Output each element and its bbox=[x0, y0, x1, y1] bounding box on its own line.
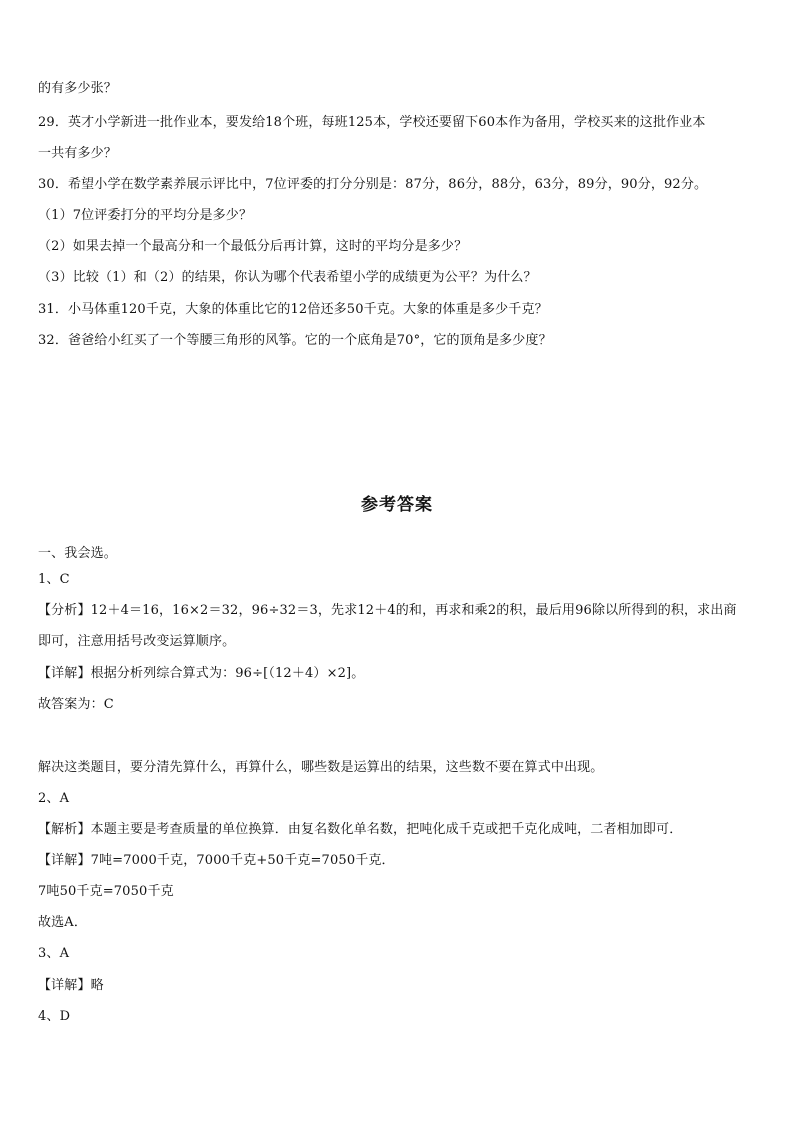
q31-text: 31．小马体重120千克，大象的体重比它的12倍还多50千克。大象的体重是多少千克？ bbox=[38, 302, 548, 317]
q30-sub-3: （3）比较（1）和（2）的结果，你认为哪个代表希望小学的成绩更为公平？为什么？ bbox=[38, 270, 537, 285]
q30-sub-2: （2）如果去掉一个最高分和一个最低分后再计算，这时的平均分是多少？ bbox=[38, 239, 468, 254]
answer-2-conclusion: 故选A． bbox=[38, 915, 87, 930]
answer-3-detail: 【详解】略 bbox=[38, 978, 104, 993]
answer-1-note: 解决这类题目，要分清先算什么，再算什么，哪些数是运算出的结果，这些数不要在算式中出现。 bbox=[38, 760, 604, 775]
q29-line-2: 一共有多少？ bbox=[38, 146, 117, 161]
answer-2-head: 2、A bbox=[38, 791, 70, 806]
q32-text: 32．爸爸给小红买了一个等腰三角形的风筝。它的一个底角是70°，它的顶角是多少度？ bbox=[38, 333, 552, 348]
answer-2-analysis: 【解析】本题主要是考查质量的单位换算．由复名数化单名数，把吨化成千克或把千克化成吨，二者相加即可． bbox=[38, 822, 683, 837]
answer-1-analysis-line-2: 即可，注意用括号改变运算顺序。 bbox=[38, 634, 236, 649]
answers-title: 参考答案 bbox=[361, 495, 433, 515]
q30-sub-1: （1）7位评委打分的平均分是多少？ bbox=[38, 208, 253, 223]
answer-1-detail: 【详解】根据分析列综合算式为：96÷[（12＋4）×2]。 bbox=[38, 666, 365, 681]
section-1-heading: 一、我会选。 bbox=[38, 546, 117, 561]
answer-3-head: 3、A bbox=[38, 946, 70, 961]
answer-4-head: 4、D bbox=[38, 1009, 71, 1024]
answer-2-result: 7吨50千克=7050千克 bbox=[38, 884, 174, 899]
q28-tail-text: 的有多少张？ bbox=[38, 81, 117, 96]
answer-1-conclusion: 故答案为：C bbox=[38, 697, 114, 712]
answer-1-head: 1、C bbox=[38, 572, 70, 587]
answer-1-analysis-line-1: 【分析】12＋4＝16，16×2＝32，96÷32＝3，先求12＋4的和，再求和乘2的积，最后用96除以所得到的积，求出商 bbox=[38, 603, 737, 618]
q30-stem: 30．希望小学在数学素养展示评比中，7位评委的打分分别是：87分，86分，88分，63分，89分，90分，92分。 bbox=[38, 177, 708, 192]
q29-line-1: 29．英才小学新进一批作业本，要发给18个班，每班125本，学校还要留下60本作为备用，学校买来的这批作业本 bbox=[38, 115, 706, 130]
answer-2-detail: 【详解】7吨=7000千克，7000千克+50千克=7050千克． bbox=[38, 853, 395, 868]
